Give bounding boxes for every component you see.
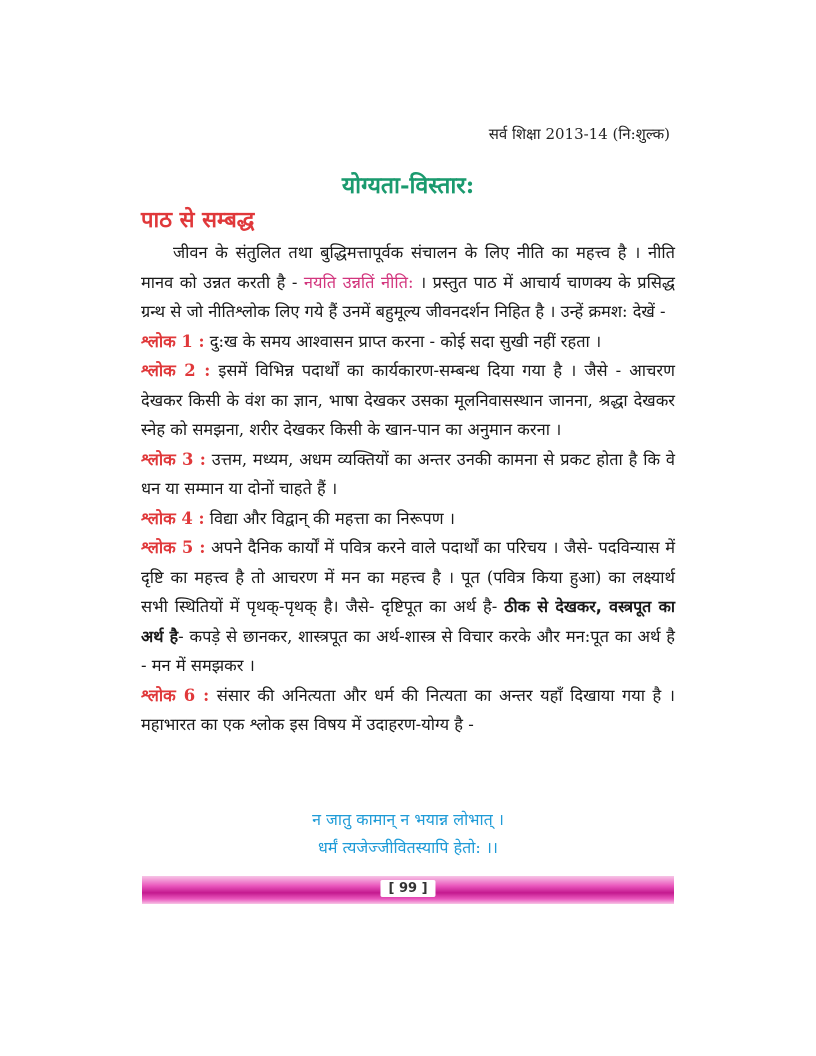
shloka-6-label: श्लोक 6 : <box>141 685 210 705</box>
section-title: योग्यता-विस्तार: <box>341 172 475 199</box>
shloka-5-label: श्लोक 5 : <box>141 538 206 557</box>
shloka-3-paragraph <box>141 445 675 504</box>
shloka-5-paragraph <box>141 533 675 681</box>
shloka-6-paragraph <box>141 681 675 740</box>
shloka-1-label: श्लोक 1 : <box>141 331 205 351</box>
footer-band <box>142 876 674 904</box>
verse-line-2: धर्मं त्यजेज्जीवितस्यापि हेतो: ।। <box>318 838 498 857</box>
shloka-6-text: संसार की अनित्यता और धर्म की नित्यता का अन्तर यहाँ दिखाया गया है । महाभारत का एक श्लोक इस विषय में उदाहरण-योग्य है - <box>141 685 675 734</box>
intro-quote: नयति उन्नतिं नीति: <box>303 272 414 292</box>
shloka-2-paragraph <box>141 356 675 445</box>
shloka-4-label: श्लोक 4 : <box>141 508 205 528</box>
verse-line-1: न जातु कामान् न भयान्न लोभात् । <box>312 810 504 829</box>
shloka-3-label: श्लोक 3 : <box>141 449 206 469</box>
shloka-5-text-2: - कपड़े से छानकर, शास्त्रपूत का अर्थ-शास्त्र से विचार करके और मन:पूत का अर्थ है - मन में समझकर । <box>141 626 675 675</box>
intro-text-1: जीवन के संतुलित तथा बुद्धिमत्तापूर्वक संचालन के लिए नीति का महत्त्व है । नीति मानव को उन्नत करती है - <box>141 243 675 292</box>
shloka-2-text: इसमें विभिन्न पदार्थों का कार्यकारण-सम्बन्ध दिया गया है । जैसे - आचरण देखकर किसी के वंश का ज्ञान, भाषा देखकर उसका मूलनिवासस्थान जानना, श्रद्धा देखकर स्नेह को समझना, शरीर देखकर किसी के खान-पान का अनुमान करना । <box>141 361 675 439</box>
intro-text-2: । प्रस्तुत पाठ में आचार्य चाणक्य के प्रसिद्ध ग्रन्थ से जो नीतिश्लोक लिए गये हैं उनमें बहुमूल्य जीवनदर्शन निहित है । उन्हें क्रमश: देखें - <box>141 272 675 321</box>
shloka-1-text: दु:ख के समय आश्वासन प्राप्त करना - कोई सदा सुखी नहीं रहता । <box>204 331 602 351</box>
shloka-4-paragraph <box>141 504 675 534</box>
shloka-5-text-1: अपने दैनिक कार्यों में पवित्र करने वाले पदार्थों का परिचय । जैसे- पदविन्यास में दृष्टि का महत्त्व है तो आचरण में मन का महत्त्व है । पूत (पवित्र किया हुआ) का लक्ष्यार्थ सभी स्थितियों में पृथक्-पृथक् है। जैसे- दृष्टिपूत का अर्थ है- <box>141 538 675 616</box>
shloka-3-text: उत्तम, मध्यम, अधम व्यक्तियों का अन्तर उनकी कामना से प्रकट होता है कि वे धन या सम्मान या दोनों चाहते हैं । <box>141 449 675 498</box>
shloka-2-label: श्लोक 2 : <box>141 361 211 380</box>
shloka-4-text: विद्या और विद्वान् की महत्ता का निरूपण । <box>204 508 455 528</box>
shloka-5-bold-phrase: ठीक से देखकर, वस्त्रपूत का अर्थ है <box>141 597 676 646</box>
intro-paragraph <box>141 238 675 327</box>
body-text <box>141 238 675 740</box>
subheading: पाठ से सम्बद्ध <box>141 207 255 233</box>
header-note: सर्व शिक्षा 2013-14 (नि:शुल्क) <box>488 125 670 143</box>
page-number: [ 99 ] <box>380 880 435 897</box>
shloka-1-paragraph <box>141 327 675 357</box>
